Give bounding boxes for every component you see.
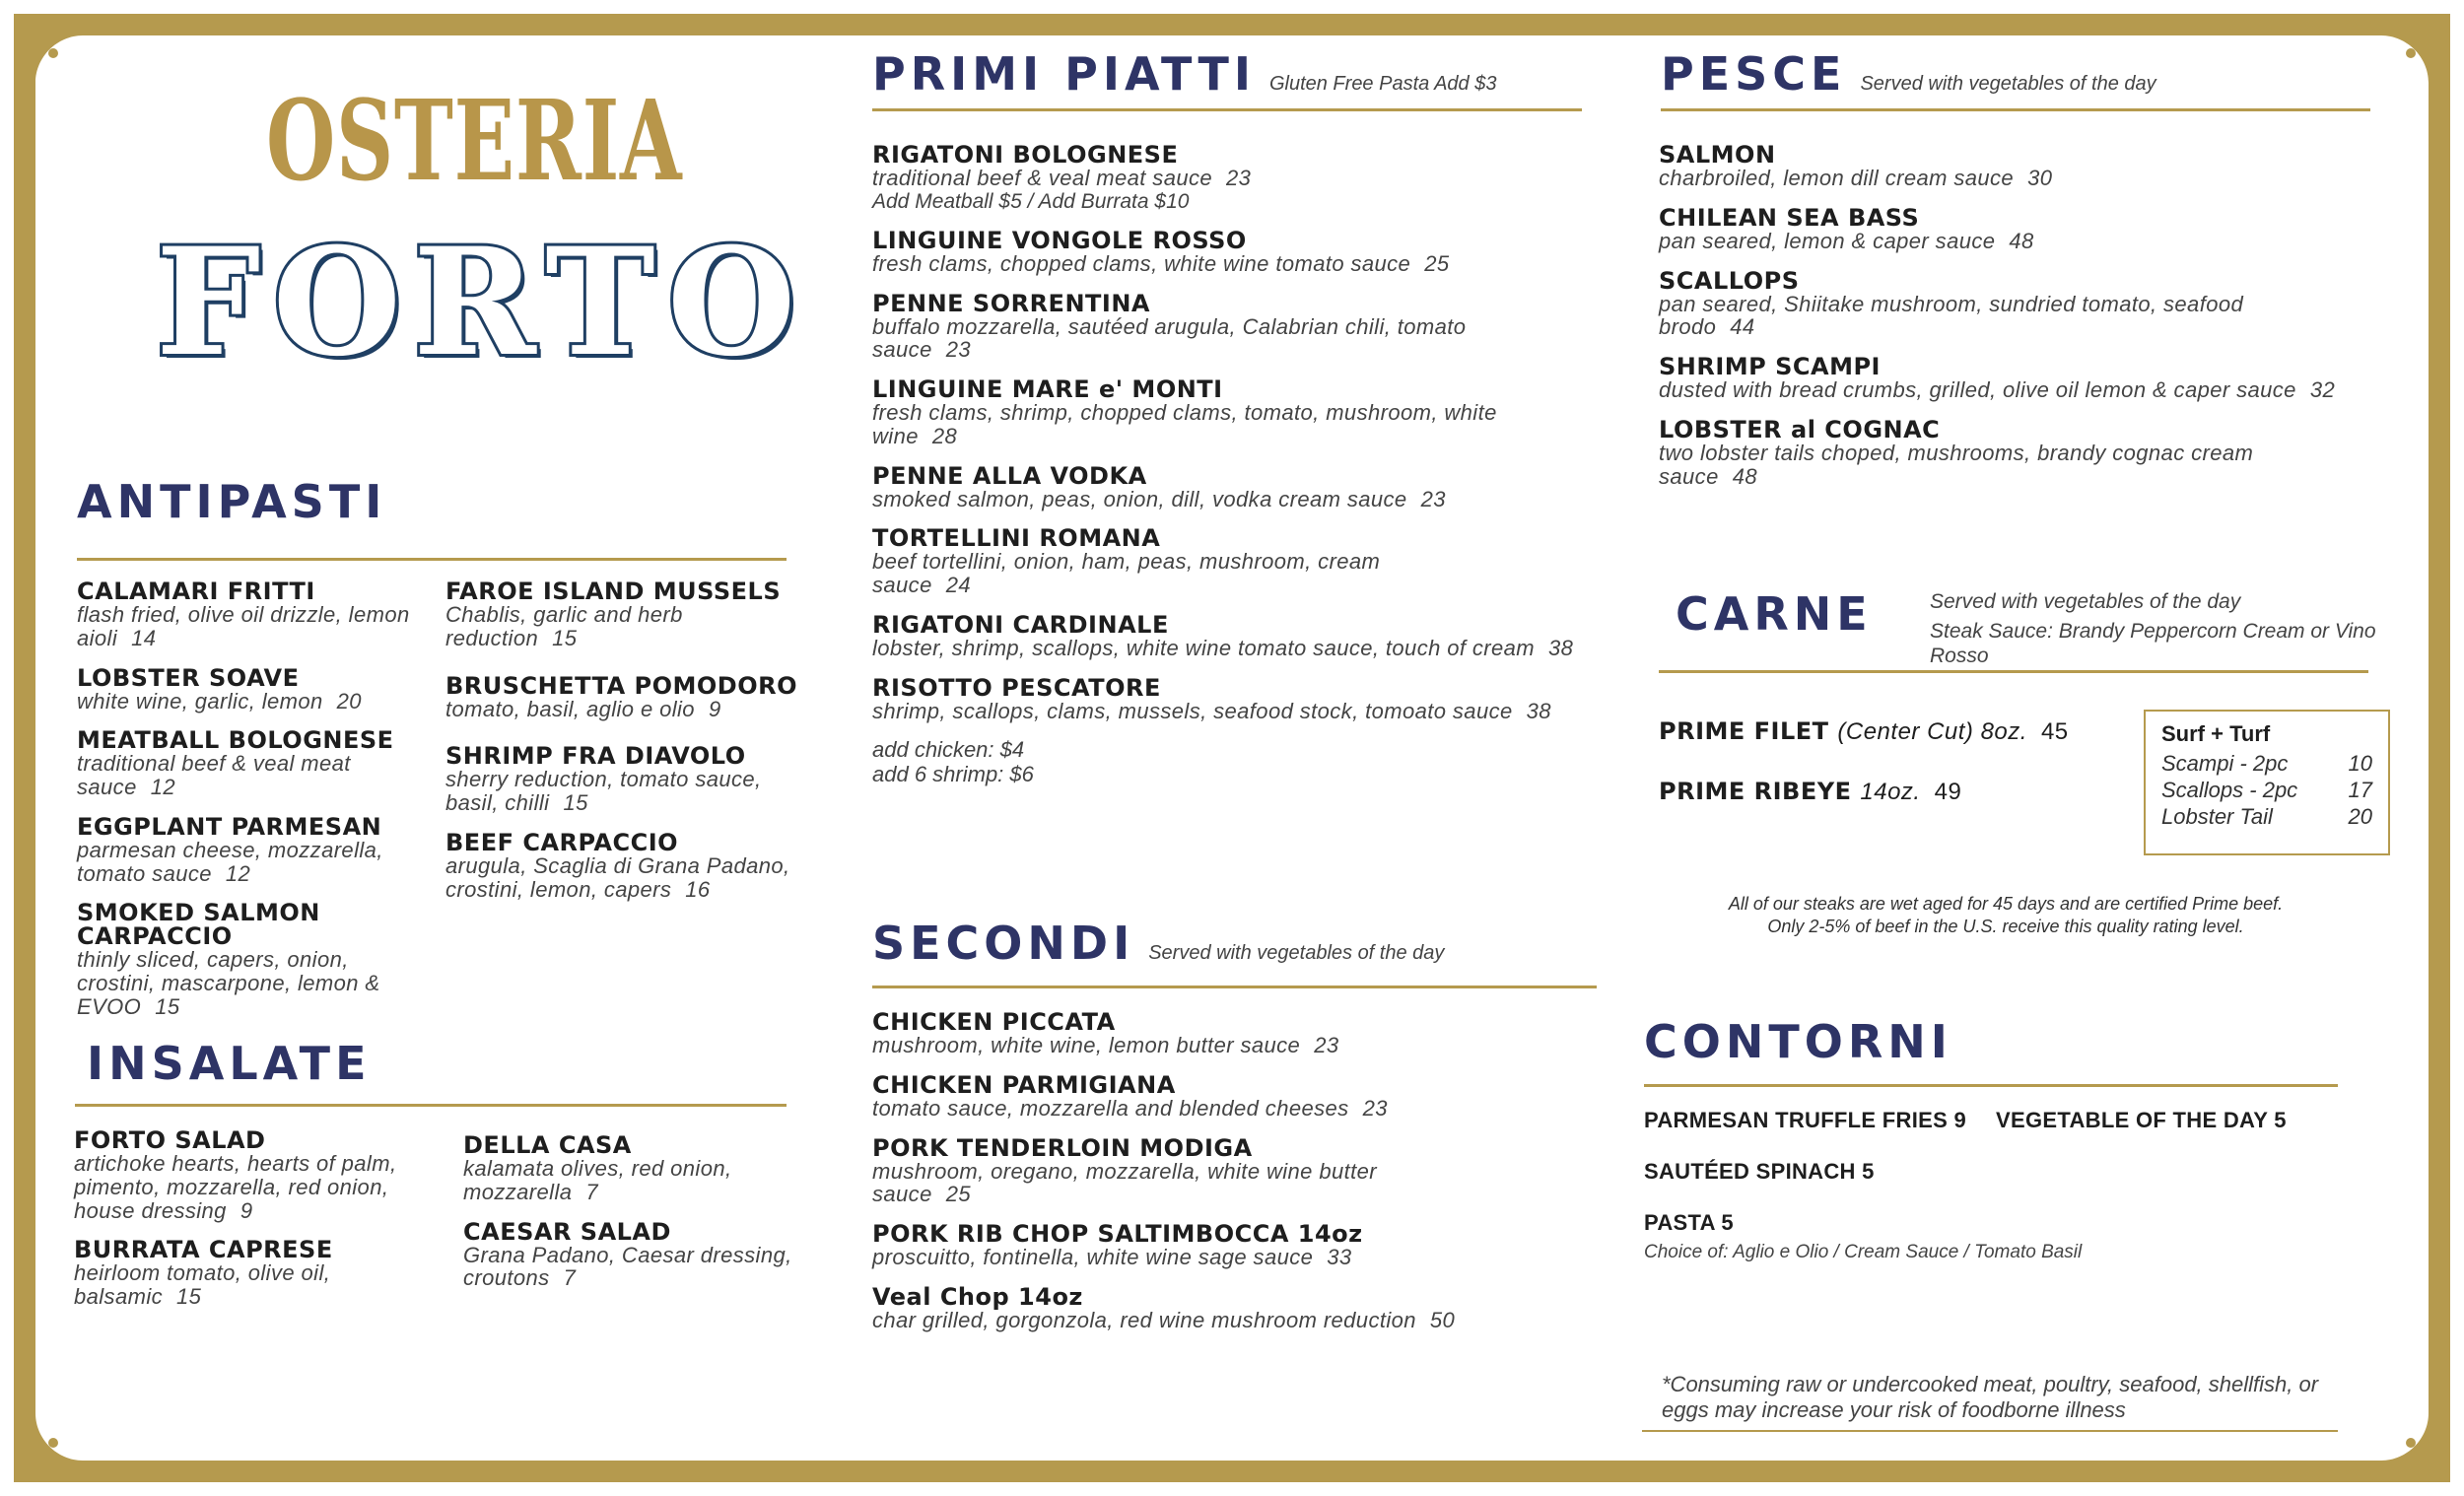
carne-notes — [1930, 589, 2383, 669]
warning-rule — [1642, 1430, 2338, 1432]
menu-item: PENNE SORRENTINA buffalo mozzarella, sautéed arugula, Calabrian chili, tomato sauce 23 — [872, 289, 1467, 363]
secondi-section — [872, 917, 1597, 988]
pesce-rule — [1661, 108, 2370, 111]
menu-item: PRIME RIBEYE 14oz. 49 — [1659, 778, 1962, 805]
menu-item: LINGUINE MARE e' MONTI fresh clams, shrimp, chopped clams, tomato, mushroom, white wine 28 — [872, 375, 1497, 448]
menu-item: SHRIMP FRA DIAVOLO sherry reduction, tomato sauce, basil, chilli 15 — [445, 742, 762, 815]
pasta-choice: Choice of: Aglio e Olio / Cream Sauce / Tomato Basil — [1644, 1242, 2083, 1262]
pesce-title: PESCE — [1661, 47, 1847, 101]
logo-forto: FORTO — [156, 216, 808, 389]
menu-item: SMOKED SALMON CARPACCIO thinly sliced, capers, onion, crostini, mascarpone, lemon & EVOO 15 — [77, 899, 380, 1019]
surf-turf-row: Scallops - 2pc 17 — [2161, 777, 2372, 802]
menu-item: BRUSCHETTA POMODORO tomato, basil, aglio e olio 9 — [445, 671, 797, 721]
menu-item: LOBSTER SOAVE white wine, garlic, lemon 20 — [77, 663, 362, 714]
menu-item: CHICKEN PICCATA mushroom, white wine, lemon butter sauce 23 — [872, 1008, 1339, 1057]
menu-item: PENNE ALLA VODKA smoked salmon, peas, onion, dill, vodka cream sauce 23 — [872, 461, 1446, 511]
insalate-section — [87, 1037, 787, 1107]
primi-items — [872, 143, 1602, 787]
surf-turf-row: Scampi - 2pc 10 — [2161, 751, 2372, 776]
carne-note-steak-sauce: Steak Sauce: Brandy Peppercorn Cream or Vino Rosso — [1930, 619, 2376, 668]
carne-note-vegetables: Served with vegetables of the day — [1930, 590, 2241, 613]
menu-item: SCALLOPS pan seared, Shiitake mushroom, sundried tomato, seafood brodo 44 — [1659, 266, 2244, 340]
contorni-rule — [1644, 1084, 2338, 1087]
secondi-items — [872, 1010, 1602, 1348]
insalate-rule — [75, 1104, 787, 1107]
corner-ornament-icon — [2381, 14, 2450, 83]
secondi-note: Served with vegetables of the day — [1148, 942, 1445, 964]
antipasti-right-column — [445, 579, 810, 917]
menu-item: LOBSTER al COGNAC two lobster tails choped, mushrooms, brandy cognac cream sauce 48 — [1659, 415, 2254, 489]
menu-item: FAROE ISLAND MUSSELS Chablis, garlic and herb reduction 15 — [445, 578, 782, 650]
menu-item: RIGATONI CARDINALE lobster, shrimp, scallops, white wine tomato sauce, touch of cream 38 — [872, 610, 1574, 660]
menu-item: RISOTTO PESCATORE shrimp, scallops, clams, mussels, seafood stock, tomoato sauce 38 — [872, 673, 1551, 723]
carne-items — [1659, 719, 2132, 804]
contorni-items — [1644, 1108, 2363, 1263]
menu-item: CHILEAN SEA BASS pan seared, lemon & caper sauce 48 — [1659, 203, 2034, 253]
pesce-items — [1659, 143, 2388, 504]
insalate-right-column — [463, 1133, 808, 1306]
menu-item: CHICKEN PARMIGIANA tomato sauce, mozzarella and blended cheeses 23 — [872, 1070, 1388, 1121]
menu-item: SHRIMP SCAMPI dusted with bread crumbs, grilled, olive oil lemon & caper sauce 32 — [1659, 353, 2336, 402]
corner-ornament-icon — [14, 1413, 83, 1482]
menu-item: CALAMARI FRITTI flash fried, olive oil drizzle, lemon aioli 14 — [77, 578, 410, 650]
contorni-title: CONTORNI — [1644, 1015, 1952, 1068]
menu-item: PARMESAN TRUFFLE FRIES 9 VEGETABLE OF THE DAY 5 — [1644, 1108, 2287, 1132]
insalate-title: INSALATE — [87, 1037, 372, 1090]
primi-note: Gluten Free Pasta Add $3 — [1268, 73, 1497, 95]
carne-title: CARNE — [1676, 587, 1873, 641]
menu-item: MEATBALL BOLOGNESE traditional beef & veal meat sauce 12 — [77, 726, 394, 799]
pesce-note: Served with vegetables of the day — [1860, 73, 2156, 95]
menu-item: PASTA 5 — [1644, 1210, 1734, 1235]
menu-item: LINGUINE VONGOLE ROSSO fresh clams, chopped clams, white wine tomato sauce 25 — [872, 226, 1450, 276]
antipasti-title: ANTIPASTI — [77, 475, 387, 528]
menu-item: BEEF CARPACCIO arugula, Scaglia di Grana Padano, crostini, lemon, capers 16 — [445, 828, 790, 902]
antipasti-left-column — [77, 579, 432, 1035]
secondi-title: SECONDI — [872, 917, 1135, 970]
menu-item: FORTO SALAD artichoke hearts, hearts of palm, pimento, mozzarella, red onion, house dressing 9 — [74, 1126, 397, 1223]
primi-title: PRIMI PIATTI — [872, 47, 1256, 101]
menu-item: DELLA CASA kalamata olives, red onion, mozzarella 7 — [463, 1131, 732, 1204]
menu-item: RIGATONI BOLOGNESE traditional beef & veal meat sauce 23 Add Meatball $5 / Add Burrata $10 — [872, 141, 1252, 213]
menu-item: Veal Chop 14oz char grilled, gorgonzola, red wine mushroom reduction 50 — [872, 1282, 1456, 1332]
primi-addons: add chicken: $4 add 6 shrimp: $6 — [872, 737, 1034, 786]
menu-item: PORK TENDERLOIN MODIGA mushroom, oregano, mozzarella, white wine butter sauce 25 — [872, 1133, 1377, 1207]
primi-rule — [872, 108, 1582, 111]
surf-turf-row: Lobster Tail 20 — [2161, 803, 2372, 829]
steak-aging-note: All of our steaks are wet aged for 45 days and are certified Prime beef. Only 2-5% of beef in the U.S. receive this quality rating level. — [1728, 894, 2284, 937]
menu-item: SAUTÉED SPINACH 5 — [1644, 1159, 1875, 1184]
pesce-section — [1661, 47, 2370, 111]
surf-turf-title: Surf + Turf — [2161, 721, 2271, 746]
menu-item: PRIME FILET (Center Cut) 8oz. 45 — [1659, 717, 2069, 745]
menu-item: CAESAR SALAD Grana Padano, Caesar dressing, croutons 7 — [463, 1217, 792, 1291]
antipasti-rule — [77, 558, 787, 561]
food-safety-warning: *Consuming raw or undercooked meat, poultry, seafood, shellfish, or eggs may increase your risk of foodborne illness — [1662, 1372, 2319, 1423]
insalate-left-column — [74, 1128, 439, 1325]
carne-rule — [1659, 670, 2368, 673]
menu-item: EGGPLANT PARMESAN parmesan cheese, mozzarella, tomato sauce 12 — [77, 812, 383, 886]
menu-item: TORTELLINI ROMANA beef tortellini, onion, ham, peas, mushroom, cream sauce 24 — [872, 524, 1381, 598]
surf-turf-box — [2144, 710, 2390, 855]
logo-osteria: OSTERIA — [266, 77, 683, 206]
menu-item: SALMON charbroiled, lemon dill cream sauce 30 — [1659, 141, 2053, 190]
menu-item: BURRATA CAPRESE heirloom tomato, olive oil, balsamic 15 — [74, 1236, 333, 1309]
secondi-rule — [872, 986, 1597, 988]
primi-section — [872, 47, 1582, 111]
corner-ornament-icon — [14, 14, 83, 83]
menu-item: PORK RIB CHOP SALTIMBOCCA 14oz proscuitto, fontinella, white wine sage sauce 33 — [872, 1220, 1363, 1269]
contorni-section — [1644, 1015, 2338, 1087]
antipasti-section — [77, 475, 787, 561]
corner-ornament-icon — [2381, 1413, 2450, 1482]
